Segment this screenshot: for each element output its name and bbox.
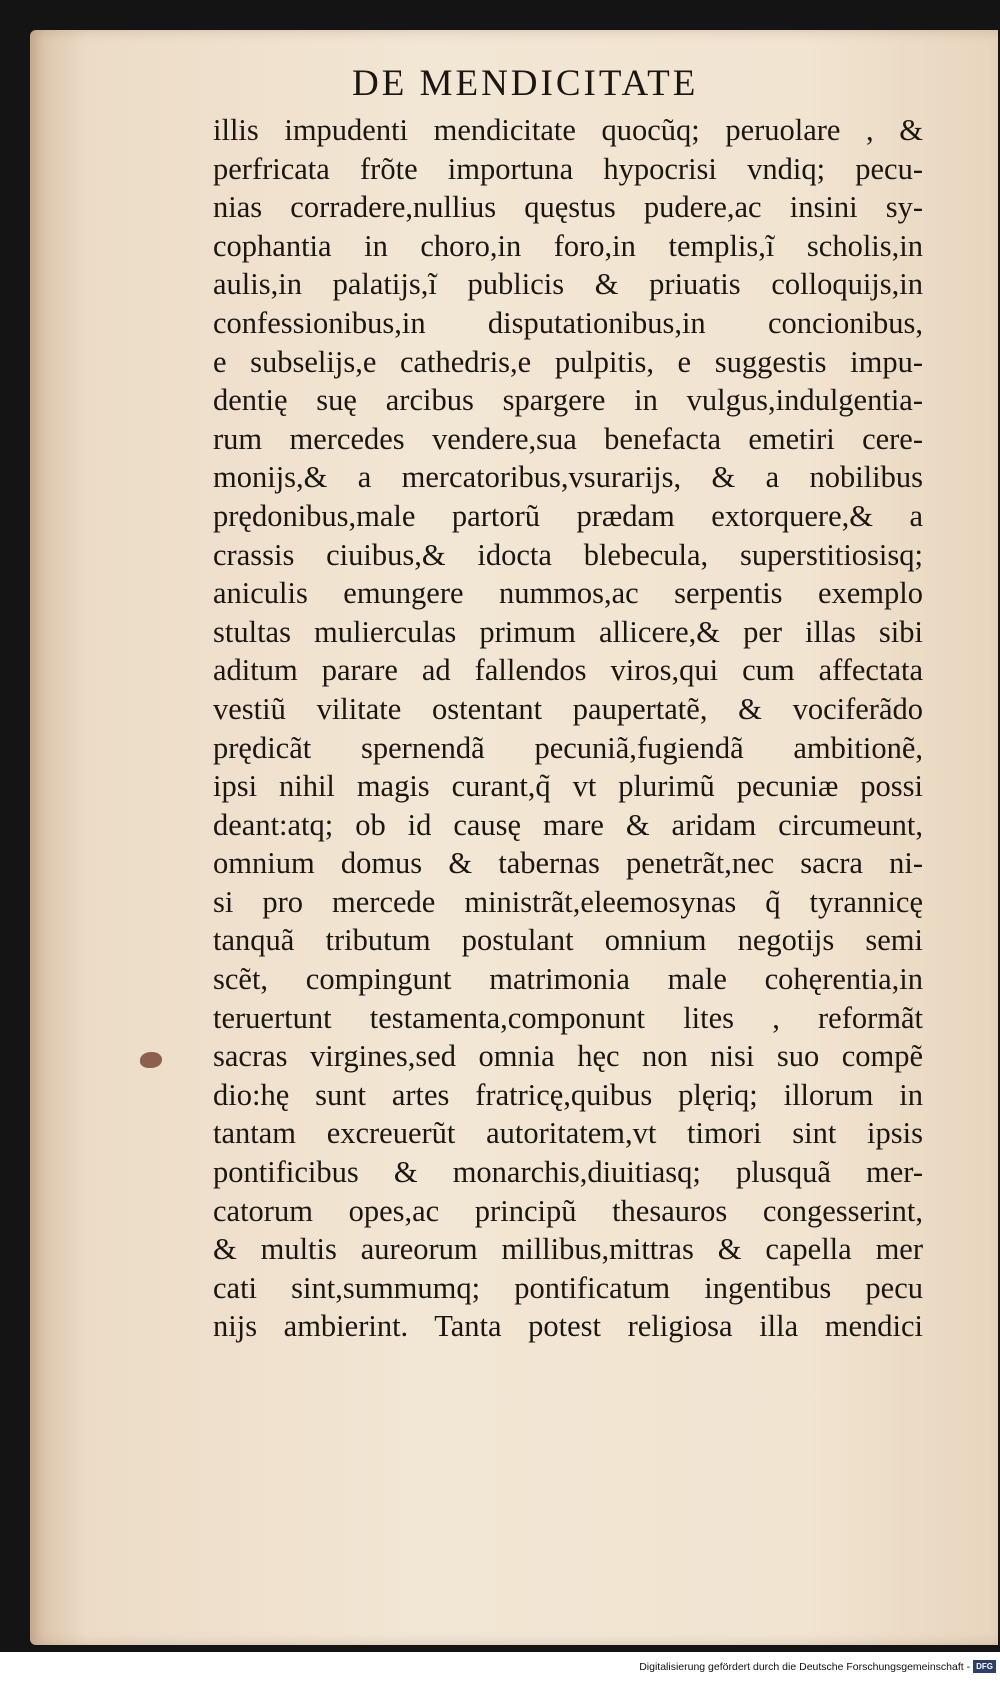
- text-line: prędicãt spernendã pecuniã,fugiendã ambitionẽ,: [213, 730, 923, 765]
- text-line: dio:hę sunt artes fratricę,quibus plęriq; illorum in: [213, 1077, 923, 1112]
- text-line: vestiũ vilitate ostentant paupertatẽ, & vociferãdo: [213, 691, 923, 726]
- text-line: illis impudenti mendicitate quocũq; peruolare , &: [213, 113, 923, 147]
- text-line: cophantia in choro,in foro,in templis,ĩ scholis,in: [213, 228, 923, 263]
- text-line: omnium domus & tabernas penetrãt,nec sacra ni-: [213, 846, 923, 881]
- text-line: sacras virgines,sed omnia hęc non nisi suo compẽ: [213, 1039, 923, 1074]
- text-line: aulis,in palatijs,ĩ publicis & priuatis colloquijs,in: [213, 267, 923, 302]
- text-line: perfricata frõte importuna hypocrisi vndiq; pecu-: [213, 151, 923, 186]
- text-line: teruertunt testamenta,componunt lites , reformãt: [213, 1000, 923, 1035]
- body-text: [213, 111, 923, 1346]
- text-line: stultas mulierculas primum allicere,& per illas sibi: [213, 614, 923, 649]
- text-line: & multis aureorum millibus,mittras & capella mer: [213, 1232, 923, 1267]
- text-line: tantam excreuerũt autoritatem,vt timori sint ipsis: [213, 1116, 923, 1151]
- text-line: cati sint,summumq; pontificatum ingentibus pecu: [213, 1270, 923, 1305]
- text-line: deant:atq; ob id causę mare & aridam circumeunt,: [213, 807, 923, 842]
- text-line: aditum parare ad fallendos viros,qui cum affectata: [213, 653, 923, 688]
- running-head: DE MENDICITATE: [352, 63, 699, 104]
- text-line: ipsi nihil magis curant,q̃ vt plurimũ pecuniæ possi: [213, 769, 923, 804]
- digitization-footer: [639, 1660, 996, 1673]
- text-line: scẽt, compingunt matrimonia male cohęrentia,in: [213, 962, 923, 997]
- footer-text: Digitalisierung gefördert durch die Deutsche Forschungsgemeinschaft -: [639, 1660, 971, 1673]
- text-line: tanquã tributum postulant omnium negotijs semi: [213, 923, 923, 958]
- text-line: rum mercedes vendere,sua benefacta emetiri cere-: [213, 421, 923, 456]
- text-line: dentię suę arcibus spargere in vulgus,indulgentia-: [213, 383, 923, 418]
- text-line: nijs ambierint. Tanta potest religiosa illa mendici: [213, 1309, 923, 1344]
- text-line: nias corradere,nullius quęstus pudere,ac insini sy-: [213, 190, 923, 225]
- text-line: monijs,& a mercatoribus,vsurarijs, & a nobilibus: [213, 460, 923, 495]
- text-line: si pro mercede ministrãt,eleemosynas q̃ tyrannicę: [213, 884, 923, 919]
- text-line: catorum opes,ac principũ thesauros congesserint,: [213, 1193, 923, 1228]
- ink-blot: [140, 1052, 162, 1068]
- text-line: crassis ciuibus,& idocta blebecula, superstitiosisq;: [213, 537, 923, 572]
- text-line: aniculis emungere nummos,ac serpentis exemplo: [213, 576, 923, 611]
- dfg-logo: DFG: [973, 1660, 996, 1673]
- text-line: confessionibus,in disputationibus,in concionibus,: [213, 305, 923, 340]
- text-line: e subselijs,e cathedris,e pulpitis, e suggestis impu-: [213, 344, 923, 379]
- text-line: pontificibus & monarchis,diuitiasq; plusquã mer-: [213, 1155, 923, 1190]
- text-line: prędonibus,male partorũ prædam extorquere,& a: [213, 498, 923, 533]
